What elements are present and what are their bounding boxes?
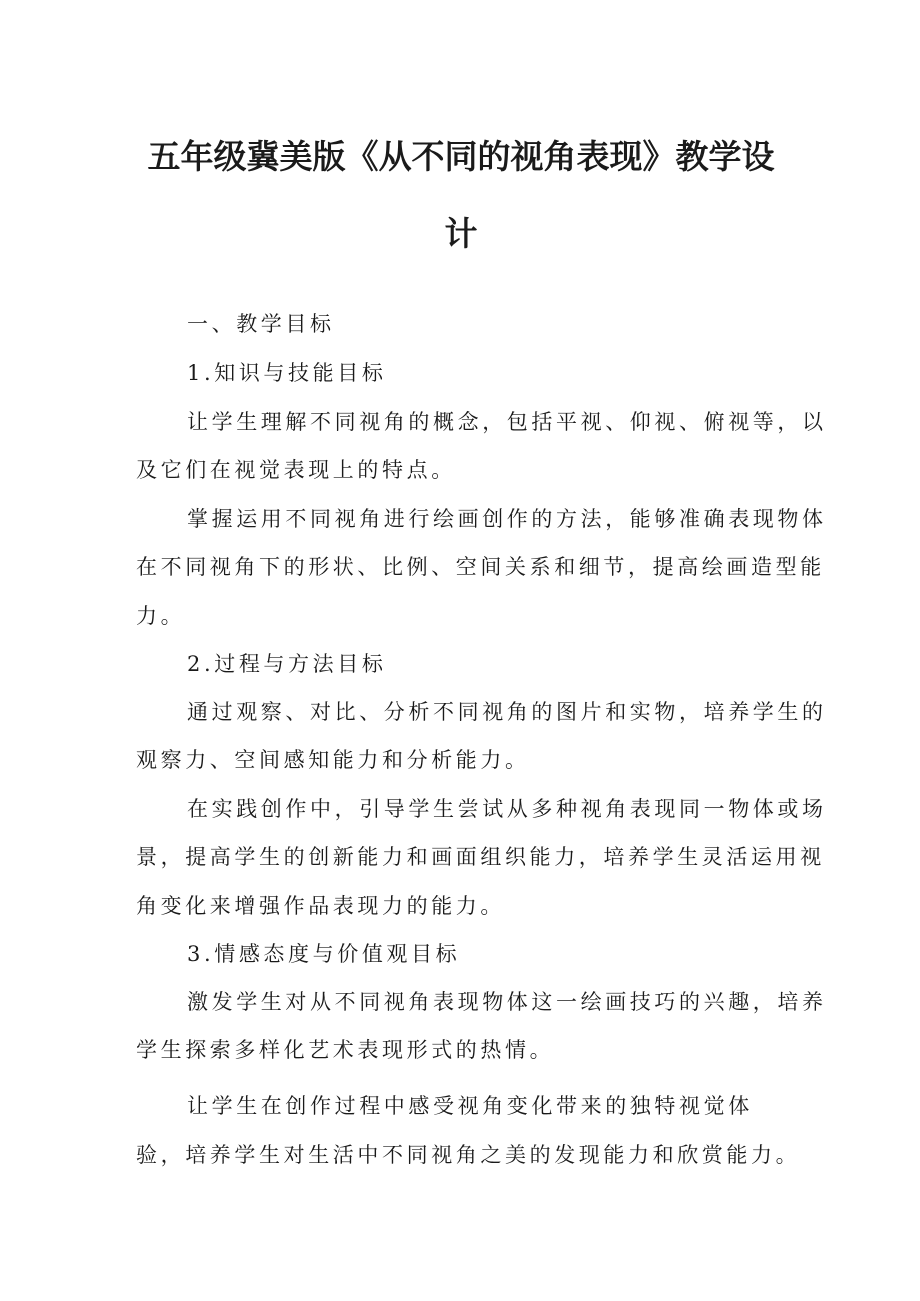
paragraph-line: 角变化来增强作品表现力的能力。 (136, 894, 505, 918)
paragraph-line: 让学生理解不同视角的概念，包括平视、仰视、俯视等，以 (187, 410, 827, 434)
paragraph-line: 在不同视角下的形状、比例、空间关系和细节，提高绘画造型能 (136, 555, 825, 579)
paragraph-line: 掌握运用不同视角进行绘画创作的方法，能够准确表现物体 (187, 507, 827, 531)
paragraph-line: 观察力、空间感知能力和分析能力。 (136, 748, 530, 772)
subsection-heading: 2.过程与方法目标 (187, 652, 387, 676)
paragraph-line: 景，提高学生的创新能力和画面组织能力，培养学生灵活运用视 (136, 845, 825, 869)
paragraph-line: 力。 (136, 604, 186, 628)
paragraph-line: 及它们在视觉表现上的特点。 (136, 458, 456, 482)
paragraph-line: 通过观察、对比、分析不同视角的图片和实物，培养学生的 (187, 700, 827, 724)
subsection-heading: 3.情感态度与价值观目标 (187, 942, 461, 966)
section-heading: 一、教学目标 (187, 312, 335, 336)
paragraph-line: 让学生在创作过程中感受视角变化带来的独特视觉体 (187, 1094, 753, 1118)
paragraph-line: 学生探索多样化艺术表现形式的热情。 (136, 1038, 555, 1062)
paragraph-line: 验，培养学生对生活中不同视角之美的发现能力和欣赏能力。 (136, 1143, 801, 1167)
paragraph-line: 激发学生对从不同视角表现物体这一绘画技巧的兴趣，培养 (187, 990, 827, 1014)
subsection-heading: 1.知识与技能目标 (187, 361, 387, 385)
document-title-line-2: 计 (444, 214, 478, 253)
paragraph-line: 在实践创作中，引导学生尝试从多种视角表现同一物体或场 (187, 797, 827, 821)
document-title-line-1: 五年级冀美版《从不同的视角表现》教学设 (147, 137, 775, 176)
